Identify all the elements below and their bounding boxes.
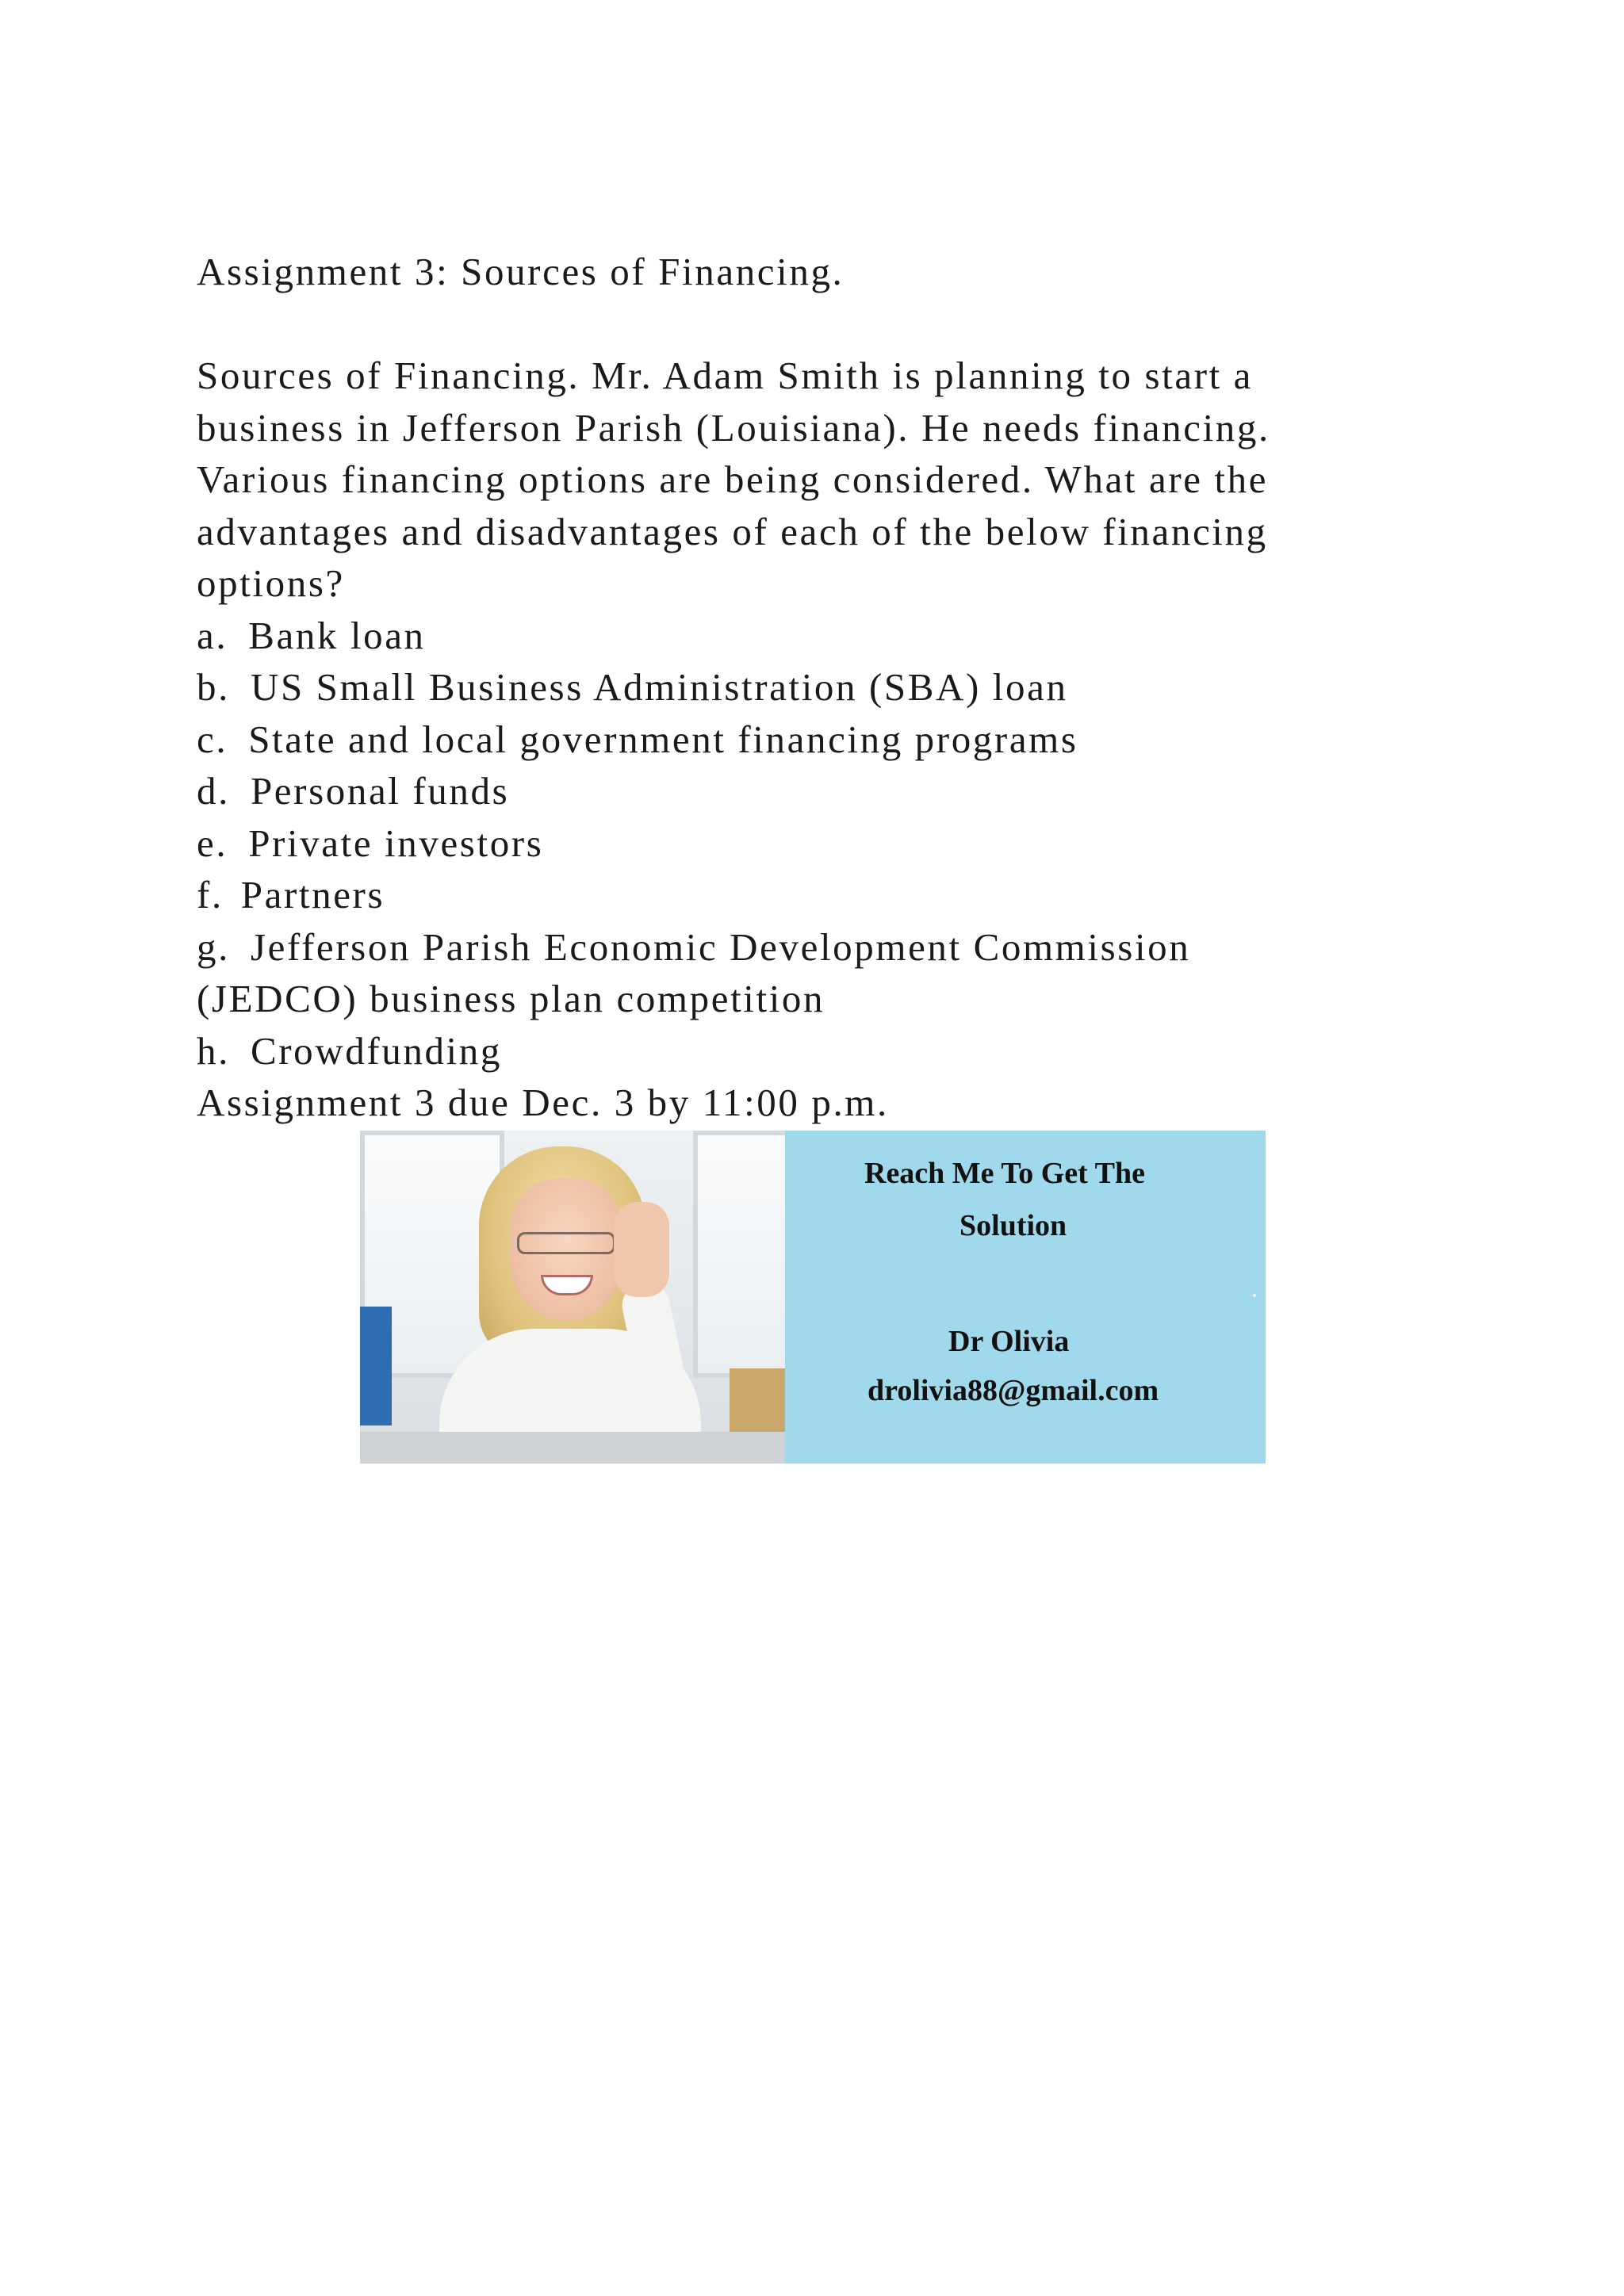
contact-banner [360, 1131, 1266, 1464]
list-item-c [197, 714, 1434, 766]
list-item-text: US Small Business Administration (SBA) loan [250, 665, 1068, 709]
due-date-line: Assignment 3 due Dec. 3 by 11:00 p.m. [197, 1081, 889, 1124]
list-item-a [197, 610, 1434, 662]
list-item-g-continuation: (JEDCO) business plan competition [197, 977, 825, 1020]
list-marker: c. [197, 717, 228, 761]
list-item-text: Personal funds [250, 769, 510, 813]
document-title: Assignment 3: Sources of Financing. [197, 250, 845, 293]
paragraph-line: business in Jefferson Parish (Louisiana). He needs financing. [197, 405, 1270, 450]
glasses-icon [517, 1232, 615, 1254]
woman-photo [360, 1131, 785, 1464]
document-body [197, 246, 1434, 1129]
list-item-text: Private investors [248, 821, 544, 865]
paragraph-line: options? [197, 561, 345, 605]
list-item-text: Crowdfunding [250, 1028, 502, 1073]
list-marker: b. [197, 665, 230, 709]
paragraph-line: Various financing options are being considered. What are the [197, 457, 1269, 501]
contact-name: Dr Olivia [948, 1325, 1070, 1358]
list-item-text: State and local government financing programs [248, 717, 1078, 761]
list-marker: h. [197, 1028, 230, 1073]
banner-heading-line1: Reach Me To Get The [864, 1157, 1145, 1190]
list-item-text: Jefferson Parish Economic Development Commission [250, 924, 1191, 969]
list-marker: a. [197, 613, 228, 657]
banner-heading-line2: Solution [959, 1209, 1067, 1242]
list-item-b [197, 661, 1434, 714]
list-marker: g. [197, 924, 230, 969]
list-item-text: Partners [240, 873, 385, 916]
list-item-h [197, 1025, 1434, 1077]
list-item-d [197, 765, 1434, 817]
list-item-text: Bank loan [248, 613, 426, 657]
contact-info-panel [785, 1131, 1266, 1464]
list-item-g [197, 921, 1434, 974]
list-item-f [197, 869, 1434, 921]
list-marker: f. [197, 873, 224, 916]
list-marker: d. [197, 769, 230, 813]
blank-line [197, 298, 1434, 350]
paragraph-line: Sources of Financing. Mr. Adam Smith is planning to start a [197, 354, 1254, 397]
list-marker: e. [197, 821, 228, 865]
paragraph-line: advantages and disadvantages of each of the below financing [197, 509, 1268, 553]
list-item-e [197, 817, 1434, 870]
contact-email: drolivia88@gmail.com [868, 1374, 1159, 1407]
